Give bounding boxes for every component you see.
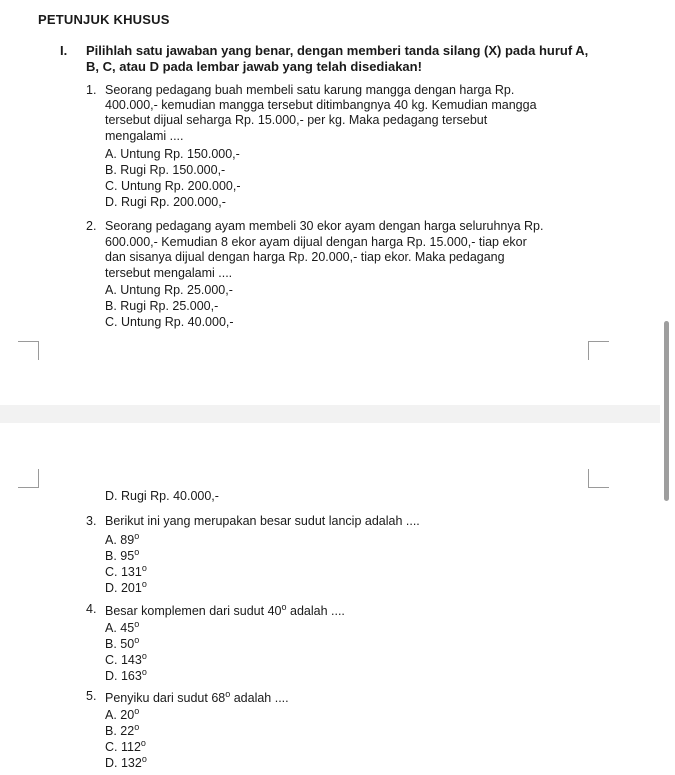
question-2-option-c: C. Untung Rp. 40.000,- [105, 315, 234, 329]
question-5-number: 5. [86, 689, 97, 703]
question-1-line-2: 400.000,- kemudian mangga tersebut ditimbangnya 40 kg. Kemudian mangga [105, 98, 537, 112]
question-3-option-a: A. 89$^o$ [105, 531, 140, 547]
question-5-option-d: D. 132$^o$ [105, 754, 147, 770]
question-2-option-b: B. Rugi Rp. 25.000,- [105, 299, 219, 313]
question-2-option-a: A. Untung Rp. 25.000,- [105, 283, 233, 297]
question-5-text: Penyiku dari sudut 68$^o$ adalah .... [105, 689, 289, 705]
question-1-number: 1. [86, 83, 97, 97]
scrollbar-thumb[interactable] [664, 321, 669, 501]
question-3-option-d: D. 201$^o$ [105, 579, 147, 595]
question-5-option-c: C. 112$^o$ [105, 738, 146, 754]
section-number: I. [60, 43, 68, 58]
question-4-option-b: B. 50$^o$ [105, 635, 140, 651]
question-2-option-d: D. Rugi Rp. 40.000,- [105, 489, 219, 503]
question-4-option-c: C. 143$^o$ [105, 651, 147, 667]
question-2-line-4: tersebut mengalami .... [105, 266, 233, 280]
question-2-number: 2. [86, 219, 97, 233]
page-corner-top-right [588, 341, 609, 360]
page-break-gap [0, 405, 660, 423]
section-instruction-line-1: Pilihlah satu jawaban yang benar, dengan memberi tanda silang (X) pada huruf A, [86, 43, 589, 58]
question-5-option-a: A. 20$^o$ [105, 706, 140, 722]
question-3-text: Berikut ini yang merupakan besar sudut lancip adalah .... [105, 514, 420, 528]
question-1-line-3: tersebut dijual seharga Rp. 15.000,- per kg. Maka pedagang tersebut [105, 113, 488, 127]
question-3-option-b: B. 95$^o$ [105, 547, 140, 563]
question-2-line-3: dan sisanya dijual dengan harga Rp. 20.000,- tiap ekor. Maka pedagang [105, 250, 505, 264]
question-1-line-4: mengalami .... [105, 129, 184, 143]
question-2-line-1: Seorang pedagang ayam membeli 30 ekor ayam dengan harga seluruhnya Rp. [105, 219, 544, 233]
page-corner-bottom-right [588, 469, 609, 488]
question-1-option-c: C. Untung Rp. 200.000,- [105, 179, 241, 193]
question-1-option-d: D. Rugi Rp. 200.000,- [105, 195, 226, 209]
page-corner-bottom-left [18, 469, 39, 488]
question-4-number: 4. [86, 602, 97, 616]
question-3-number: 3. [86, 514, 97, 528]
question-4-text: Besar komplemen dari sudut 40$^o$ adalah .... [105, 602, 345, 618]
question-4-option-a: A. 45$^o$ [105, 619, 140, 635]
question-1-option-b: B. Rugi Rp. 150.000,- [105, 163, 226, 177]
question-1-line-1: Seorang pedagang buah membeli satu karung mangga dengan harga Rp. [105, 83, 515, 97]
question-2-line-2: 600.000,- Kemudian 8 ekor ayam dijual dengan harga Rp. 15.000,- tiap ekor [105, 235, 527, 249]
question-1-option-a: A. Untung Rp. 150.000,- [105, 147, 240, 161]
page-corner-top-left [18, 341, 39, 360]
question-4-option-d: D. 163$^o$ [105, 667, 147, 683]
page-title: PETUNJUK KHUSUS [38, 12, 170, 27]
question-3-option-c: C. 131$^o$ [105, 563, 147, 579]
question-5-option-b: B. 22$^o$ [105, 722, 140, 738]
section-instruction-line-2: B, C, atau D pada lembar jawab yang telah disediakan! [86, 59, 422, 74]
